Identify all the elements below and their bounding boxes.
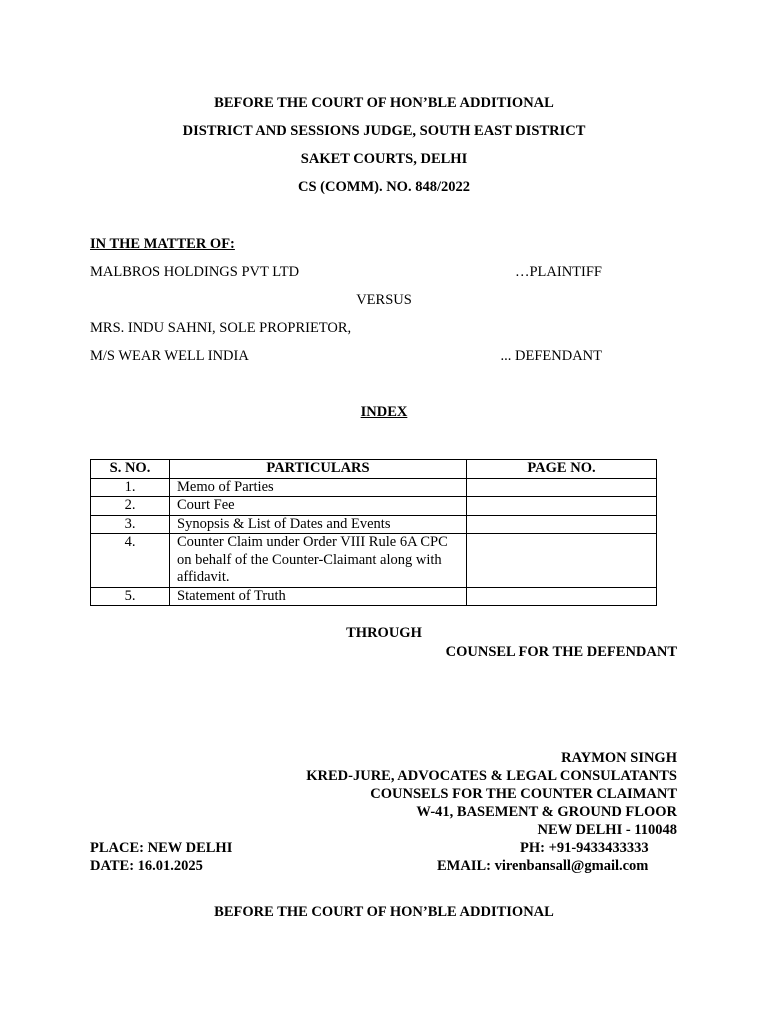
index-title: INDEX	[360, 404, 408, 420]
header-page-no: PAGE NO.	[467, 460, 657, 479]
row-particulars: Counter Claim under Order VIII Rule 6A CPC on behalf of the Counter-Claimant along with affidavit.	[170, 534, 467, 588]
index-header-row	[91, 460, 657, 479]
row-sno: 1.	[91, 478, 170, 497]
defendant-name-line-1: MRS. INDU SAHNI, SOLE PROPRIETOR,	[90, 320, 352, 336]
defendant-role: ... DEFENDANT	[500, 348, 602, 364]
counsel-for-defendant: COUNSEL FOR THE DEFENDANT	[445, 644, 677, 660]
row-sno: 4.	[91, 534, 170, 588]
row-particulars: Synopsis & List of Dates and Events	[170, 515, 467, 534]
row-page-no	[467, 587, 657, 606]
row-particulars: Statement of Truth	[170, 587, 467, 606]
date-label: DATE: 16.01.2025	[90, 858, 203, 874]
plaintiff-role: …PLAINTIFF	[514, 264, 602, 280]
row-page-no	[467, 478, 657, 497]
row-sno: 2.	[91, 497, 170, 516]
row-sno: 3.	[91, 515, 170, 534]
table-row	[91, 534, 657, 588]
versus-label: VERSUS	[356, 292, 412, 308]
phone-number: PH: +91-9433433333	[520, 840, 649, 856]
header-sno: S. NO.	[91, 460, 170, 479]
counsel-role: COUNSELS FOR THE COUNTER CLAIMANT	[370, 786, 677, 802]
index-table	[90, 459, 657, 606]
advocate-name: RAYMON SINGH	[561, 750, 677, 766]
table-row	[91, 497, 657, 516]
court-heading-line-2: DISTRICT AND SESSIONS JUDGE, SOUTH EAST DISTRICT	[182, 123, 586, 139]
place-label: PLACE: NEW DELHI	[90, 840, 233, 856]
through-label: THROUGH	[346, 625, 422, 641]
table-row	[91, 587, 657, 606]
row-sno: 5.	[91, 587, 170, 606]
matter-label: IN THE MATTER OF:	[90, 236, 235, 252]
next-page-heading: BEFORE THE COURT OF HON’BLE ADDITIONAL	[214, 904, 554, 920]
plaintiff-name: MALBROS HOLDINGS PVT LTD	[90, 264, 300, 280]
row-particulars: Court Fee	[170, 497, 467, 516]
email-address: EMAIL: virenbansall@gmail.com	[437, 858, 649, 874]
address-line-2: NEW DELHI - 110048	[537, 822, 677, 838]
row-page-no	[467, 515, 657, 534]
row-page-no	[467, 534, 657, 588]
court-heading-line-1: BEFORE THE COURT OF HON’BLE ADDITIONAL	[214, 95, 554, 111]
court-heading-line-3: SAKET COURTS, DELHI	[300, 151, 468, 167]
row-page-no	[467, 497, 657, 516]
table-row	[91, 478, 657, 497]
defendant-name-line-2: M/S WEAR WELL INDIA	[90, 348, 249, 364]
row-particulars: Memo of Parties	[170, 478, 467, 497]
case-number: CS (COMM). NO. 848/2022	[298, 179, 470, 195]
header-particulars: PARTICULARS	[170, 460, 467, 479]
table-row	[91, 515, 657, 534]
firm-name: KRED-JURE, ADVOCATES & LEGAL CONSULATANTS	[306, 768, 677, 784]
address-line-1: W-41, BASEMENT & GROUND FLOOR	[416, 804, 677, 820]
